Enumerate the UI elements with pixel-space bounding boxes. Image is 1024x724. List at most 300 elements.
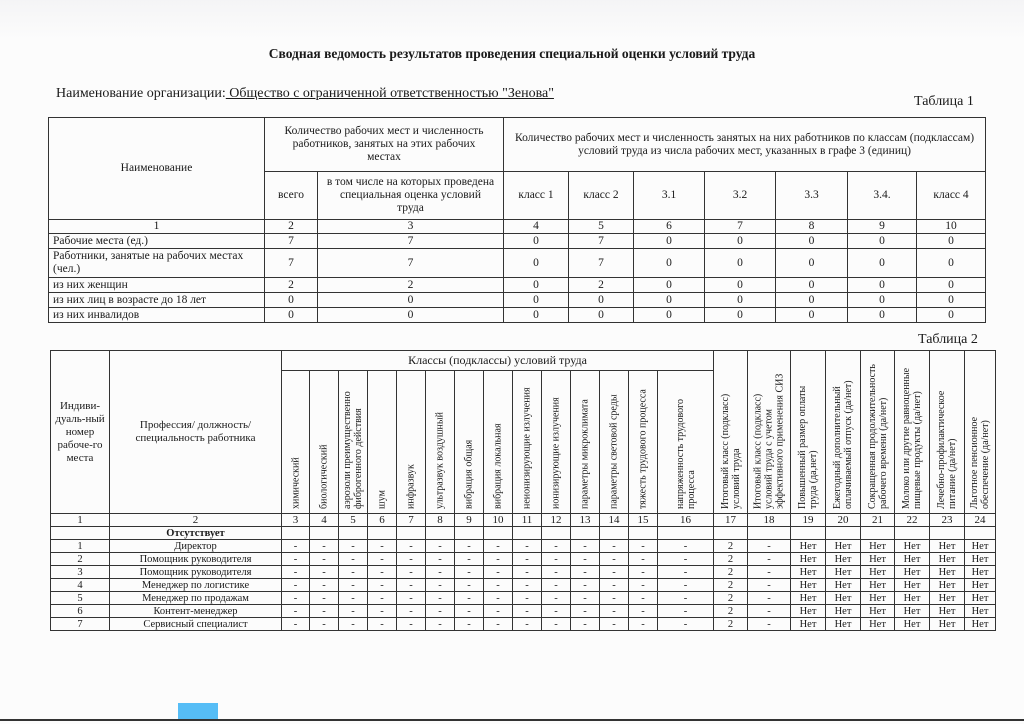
header-factor-ultrasound: ультразвук воздушный [426,371,455,514]
cell: 2 [318,278,504,293]
factor-cell: - [397,618,426,631]
cell [397,527,426,540]
cell: 0 [634,308,705,323]
factor-cell: - [310,553,339,566]
header-factor-ionizing: ионизирующие излучения [542,371,571,514]
table-row [49,234,986,249]
final-class-siz: - [748,540,791,553]
table-row [49,278,986,293]
benefit-pension: Нет [965,540,996,553]
workplace-number: 1 [51,540,110,553]
cell: 0 [634,293,705,308]
benefit-food: Нет [930,592,965,605]
cell: 0 [917,308,986,323]
table-row [51,540,996,553]
header-therapeutic-food: Лечебно-профилактическое питание (да/нет) [930,351,965,514]
header-factor-infrasound: инфразвук [397,371,426,514]
factor-cell: - [600,605,629,618]
benefit-pension: Нет [965,579,996,592]
benefit-food: Нет [930,605,965,618]
benefit-higher-pay: Нет [791,566,826,579]
benefit-food: Нет [930,540,965,553]
factor-cell: - [542,618,571,631]
cell: 0 [917,234,986,249]
factor-cell: - [426,592,455,605]
cell [513,527,542,540]
benefit-food: Нет [930,553,965,566]
factor-cell: - [455,540,484,553]
col-number: 14 [600,514,629,527]
cell [542,527,571,540]
cell: 0 [776,234,848,249]
cell: 7 [265,234,318,249]
col-number: 5 [569,220,634,234]
header-class4: класс 4 [917,172,986,220]
cell: 0 [504,249,569,278]
cell: 0 [634,234,705,249]
factor-cell: - [310,540,339,553]
row-label: из них женщин [49,278,265,293]
benefit-milk: Нет [895,566,930,579]
cell: 0 [848,278,917,293]
cell [339,527,368,540]
cell: 0 [634,278,705,293]
factor-cell: - [368,540,397,553]
factor-cell: - [426,553,455,566]
section-label: Отсутствует [110,527,282,540]
factor-cell: - [513,553,542,566]
profession: Помощник руководителя [110,553,282,566]
header-factor-biological: биологический [310,371,339,514]
row-label: из них инвалидов [49,308,265,323]
factor-cell: - [397,540,426,553]
factor-cell: - [484,566,513,579]
factor-cell: - [397,592,426,605]
workplace-number: 7 [51,618,110,631]
cell [895,527,930,540]
table-row [51,605,996,618]
factor-cell: - [542,540,571,553]
factor-cell: - [600,592,629,605]
factor-cell: - [282,592,310,605]
cell: 0 [705,278,776,293]
factor-cell: - [629,553,658,566]
cell: 0 [318,293,504,308]
cell: 7 [569,249,634,278]
factor-cell: - [339,605,368,618]
factor-cell: - [455,579,484,592]
final-class-siz: - [748,592,791,605]
benefit-higher-pay: Нет [791,540,826,553]
cell [368,527,397,540]
factor-cell: - [310,618,339,631]
header-factor-nonionizing: неионизирующие излучения [513,371,542,514]
organization-label: Наименование организации: [56,86,226,101]
benefit-milk: Нет [895,579,930,592]
factor-cell: - [600,579,629,592]
factor-cell: - [629,540,658,553]
col-number: 5 [339,514,368,527]
header-factor-aerosols: аэрозоли преимущественно фиброгенного действия [339,371,368,514]
factor-cell: - [455,566,484,579]
factor-cell: - [513,579,542,592]
header-factor-labor-intensity: напряженность трудового процесса [658,371,714,514]
factor-cell: - [368,618,397,631]
factor-cell: - [658,540,714,553]
cell: 0 [776,293,848,308]
factor-cell: - [513,592,542,605]
col-number: 23 [930,514,965,527]
section-row [51,527,996,540]
factor-cell: - [571,618,600,631]
col-number: 7 [705,220,776,234]
workplace-number: 3 [51,566,110,579]
table-row [51,592,996,605]
header-class3-4: 3.4. [848,172,917,220]
factor-cell: - [542,553,571,566]
final-class-siz: - [748,618,791,631]
factor-cell: - [368,592,397,605]
cell: 0 [705,308,776,323]
factor-cell: - [339,566,368,579]
cell: 0 [705,234,776,249]
col-number: 2 [265,220,318,234]
cell: 0 [504,293,569,308]
factor-cell: - [571,540,600,553]
benefit-food: Нет [930,566,965,579]
factor-cell: - [455,618,484,631]
cell: 0 [776,278,848,293]
cell [282,527,310,540]
factor-cell: - [339,579,368,592]
factor-cell: - [600,553,629,566]
factor-cell: - [542,592,571,605]
organization-line [56,86,554,102]
factor-cell: - [629,605,658,618]
col-number: 22 [895,514,930,527]
factor-cell: - [571,592,600,605]
header-extra-leave: Ежегодный дополнительный оплачиваемый отпуск (да/нет) [826,351,861,514]
cell [930,527,965,540]
benefit-higher-pay: Нет [791,605,826,618]
profession: Контент-менеджер [110,605,282,618]
factor-cell: - [426,605,455,618]
benefit-milk: Нет [895,540,930,553]
factor-cell: - [368,605,397,618]
factor-cell: - [571,605,600,618]
row-label: Работники, занятые на рабочих местах (чел.) [49,249,265,278]
workplace-number: 6 [51,605,110,618]
benefit-pension: Нет [965,618,996,631]
header-factor-light: параметры световой среды [600,371,629,514]
benefit-milk: Нет [895,618,930,631]
cell: 0 [848,293,917,308]
workplaces-body [51,540,996,631]
header-name: Наименование [49,118,265,220]
col-number: 6 [634,220,705,234]
col-number: 1 [49,220,265,234]
cell: 0 [776,308,848,323]
cell: 0 [265,308,318,323]
summary-table-1 [48,117,986,323]
profession: Менеджер по логистике [110,579,282,592]
cell [714,527,748,540]
benefit-extra-leave: Нет [826,579,861,592]
cell: 0 [634,249,705,278]
cell: 0 [569,293,634,308]
col-number: 21 [861,514,895,527]
factor-cell: - [658,579,714,592]
benefit-short-time: Нет [861,553,895,566]
final-class: 2 [714,566,748,579]
cell [658,527,714,540]
header-total: всего [265,172,318,220]
factor-cell: - [658,592,714,605]
benefit-short-time: Нет [861,605,895,618]
factor-cell: - [513,540,542,553]
cell: 0 [776,249,848,278]
benefit-extra-leave: Нет [826,618,861,631]
factor-cell: - [426,579,455,592]
col-number: 13 [571,514,600,527]
factor-cell: - [310,592,339,605]
factor-cell: - [484,579,513,592]
col-number: 10 [484,514,513,527]
header-workplace-number: Индиви-дуаль-ный номер рабоче-го места [51,351,110,514]
factor-cell: - [282,618,310,631]
factor-cell: - [426,566,455,579]
factor-cell: - [571,566,600,579]
factor-cell: - [484,618,513,631]
col-number: 16 [658,514,714,527]
cell: 0 [504,308,569,323]
benefit-extra-leave: Нет [826,540,861,553]
factor-cell: - [282,566,310,579]
header-factor-vibration-general: вибрация общая [455,371,484,514]
header-factor-chemical: химический [282,371,310,514]
cell: 7 [318,249,504,278]
factor-cell: - [455,553,484,566]
factor-cell: - [629,579,658,592]
final-class-siz: - [748,579,791,592]
cell [310,527,339,540]
cell [426,527,455,540]
factor-cell: - [339,553,368,566]
summary-table-2 [50,350,996,631]
header-factor-vibration-local: вибрация локальная [484,371,513,514]
cell [600,527,629,540]
header-final-class: Итоговый класс (подкласс) условий труда [714,351,748,514]
col-number: 3 [282,514,310,527]
cell: 0 [917,293,986,308]
benefit-short-time: Нет [861,566,895,579]
cell [571,527,600,540]
benefit-higher-pay: Нет [791,553,826,566]
col-number: 8 [776,220,848,234]
header-milk: Молоко или другие равноценные пищевые продукты (да/нет) [895,351,930,514]
factor-cell: - [629,592,658,605]
benefit-extra-leave: Нет [826,592,861,605]
cell: 0 [848,249,917,278]
factor-cell: - [368,566,397,579]
profession: Помощник руководителя [110,566,282,579]
benefit-short-time: Нет [861,592,895,605]
cell: 7 [265,249,318,278]
row-label: Рабочие места (ед.) [49,234,265,249]
cell: 0 [569,308,634,323]
final-class: 2 [714,553,748,566]
benefit-pension: Нет [965,605,996,618]
factor-cell: - [282,540,310,553]
factor-cell: - [397,566,426,579]
header-factor-labor-severity: тяжесть трудового процесса [629,371,658,514]
factor-cell: - [455,592,484,605]
factor-cell: - [455,605,484,618]
final-class: 2 [714,592,748,605]
cell: 0 [705,293,776,308]
table-row [49,293,986,308]
benefit-pension: Нет [965,592,996,605]
table-row [51,553,996,566]
factor-cell: - [600,618,629,631]
benefit-extra-leave: Нет [826,605,861,618]
final-class-siz: - [748,605,791,618]
factor-cell: - [484,592,513,605]
benefit-pension: Нет [965,566,996,579]
header-workplaces-group: Количество рабочих мест и численность работников, занятых на этих рабочих местах [265,118,504,172]
factor-cell: - [484,605,513,618]
col-number: 9 [455,514,484,527]
col-number: 1 [51,514,110,527]
cell [965,527,996,540]
col-number: 10 [917,220,986,234]
table-row [51,566,996,579]
cell: 0 [705,249,776,278]
cell: 2 [265,278,318,293]
cell: 7 [569,234,634,249]
header-profession: Профессия/ должность/ специальность работника [110,351,282,514]
col-number: 15 [629,514,658,527]
row-label: из них лиц в возрасте до 18 лет [49,293,265,308]
workplace-number: 5 [51,592,110,605]
col-number: 24 [965,514,996,527]
profession: Сервисный специалист [110,618,282,631]
document-title: Сводная ведомость результатов проведения специальной оценки условий труда [268,46,756,61]
cell: 0 [318,308,504,323]
header-class3-1: 3.1 [634,172,705,220]
cell [629,527,658,540]
benefit-pension: Нет [965,553,996,566]
table-row [51,618,996,631]
cell: 0 [917,249,986,278]
factor-cell: - [397,579,426,592]
factor-cell: - [397,605,426,618]
factor-cell: - [339,592,368,605]
col-number: 11 [513,514,542,527]
col-number: 3 [318,220,504,234]
table2-caption: Таблица 2 [918,332,978,347]
factor-cell: - [426,540,455,553]
profession: Директор [110,540,282,553]
benefit-extra-leave: Нет [826,566,861,579]
header-factor-noise: шум [368,371,397,514]
factor-cell: - [629,618,658,631]
cell [791,527,826,540]
col-number: 4 [310,514,339,527]
factor-cell: - [571,553,600,566]
header-factor-microclimate: параметры микроклимата [571,371,600,514]
benefit-milk: Нет [895,592,930,605]
benefit-short-time: Нет [861,618,895,631]
header-class3-2: 3.2 [705,172,776,220]
header-short-time: Сокращенная продолжительность рабочего времени (да/нет) [861,351,895,514]
col-number: 18 [748,514,791,527]
col-number: 17 [714,514,748,527]
cell [484,527,513,540]
header-class2: класс 2 [569,172,634,220]
factor-cell: - [426,618,455,631]
cell [826,527,861,540]
cell: 0 [265,293,318,308]
final-class: 2 [714,605,748,618]
header-assessed: в том числе на которых проведена специальная оценка условий труда [318,172,504,220]
factor-cell: - [513,566,542,579]
cell [748,527,791,540]
cell: 0 [917,278,986,293]
benefit-food: Нет [930,579,965,592]
factor-cell: - [282,579,310,592]
col-number: 12 [542,514,571,527]
factor-cell: - [600,540,629,553]
col-number: 20 [826,514,861,527]
benefit-higher-pay: Нет [791,592,826,605]
header-classes-group: Количество рабочих мест и численность занятых на них работников по классам (подклассам) условий труда из числа рабочих мест, указанных в графе 3 (единиц) [504,118,986,172]
cell: 0 [848,308,917,323]
col-number: 2 [110,514,282,527]
column-numbers-row [51,514,996,527]
header-class3-3: 3.3 [776,172,848,220]
benefit-short-time: Нет [861,579,895,592]
factor-cell: - [310,605,339,618]
header-final-class-siz: Итоговый класс (подкласс) условий труда с учетом эффективного применения СИЗ [748,351,791,514]
header-higher-pay: Повышенный размер оплаты труда (да,нет) [791,351,826,514]
col-number: 19 [791,514,826,527]
factor-cell: - [658,553,714,566]
page-bottom-edge [0,719,1024,721]
workplace-number: 4 [51,579,110,592]
cell [455,527,484,540]
factor-cell: - [542,605,571,618]
factor-cell: - [542,566,571,579]
col-number: 9 [848,220,917,234]
factor-cell: - [397,553,426,566]
profession: Менеджер по продажам [110,592,282,605]
factor-cell: - [282,605,310,618]
workplace-number: 2 [51,553,110,566]
benefit-higher-pay: Нет [791,579,826,592]
factor-cell: - [310,579,339,592]
column-numbers-row [49,220,986,234]
factor-cell: - [339,540,368,553]
table-row [49,308,986,323]
factor-cell: - [282,553,310,566]
factor-cell: - [600,566,629,579]
factor-cell: - [339,618,368,631]
factor-cell: - [368,579,397,592]
factor-cell: - [571,579,600,592]
factor-cell: - [658,566,714,579]
final-class-siz: - [748,553,791,566]
